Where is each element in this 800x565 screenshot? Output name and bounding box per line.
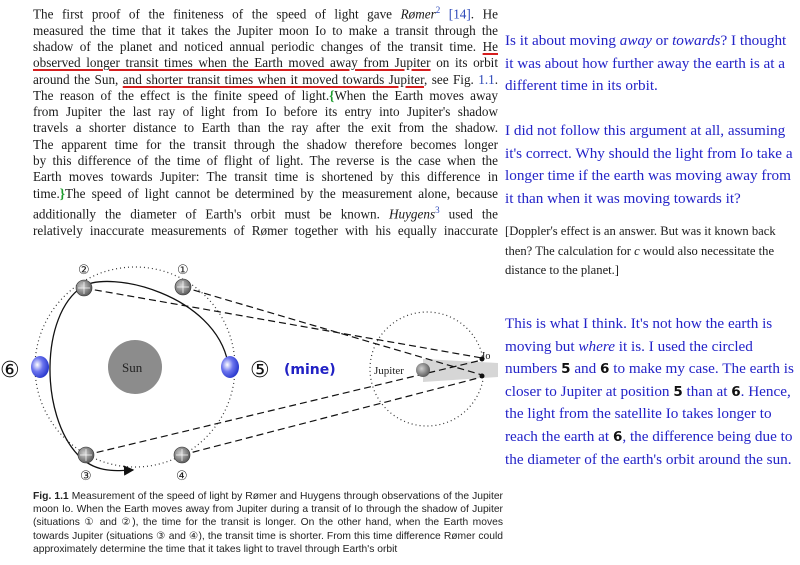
io-label: Io xyxy=(482,351,491,362)
author-huygens: Huygens xyxy=(388,206,436,222)
highlight-underline: observed longer transit times when the Earth moved away from Jupiter xyxy=(33,55,431,71)
figure-link[interactable]: 1.1 xyxy=(478,71,495,87)
green-brace-close: } xyxy=(59,185,65,201)
position-label-1: ① xyxy=(177,263,189,278)
text-line: observed longer transit times when the Earth moved away from Jupiter on its orbit xyxy=(33,55,498,71)
text-line: additionally the diameter of Earth's orbit must be known. Huygens$^3$ used the xyxy=(33,204,498,222)
jupiter-body xyxy=(416,363,430,377)
highlight-underline: and shorter transit times when it moved towards Jupiter xyxy=(122,71,425,87)
earth-position-5 xyxy=(221,356,239,378)
footnote-ref[interactable]: 2 xyxy=(435,5,441,15)
text-line: The apparent time for the transit through the shadow therefore becomes longer xyxy=(33,136,498,152)
jupiter-shadow xyxy=(423,359,498,382)
note-1: Is it about moving away or towards? I thought it was about how further away the earth is at a different time in its orbit. xyxy=(505,32,787,95)
text-line: shadow of the planet and noticed annual periodic changes of the transit time. He xyxy=(33,38,498,54)
position-label-2: ② xyxy=(78,263,90,278)
position-label-3: ③ xyxy=(80,469,92,484)
romer-diagram xyxy=(0,255,500,487)
figure-caption: Fig. 1.1 Measurement of the speed of light by Rømer and Huygens through observations of the Jupiter moon Io. When the Earth moves away from Jupiter during a transit of Io through the shadow of Jupiter (situations ① and ②), the time for the transit is longer. On the other hand, when the Earth moves towards Jupiter (situations ③ and ④), the transit time is shorter. From this time difference Rømer could approximately determine the time that it takes light to travel through Earth's orbit xyxy=(33,491,504,555)
book-text xyxy=(33,2,498,239)
text-line: The reason of the effect is the finite speed of light.{When the Earth moves away xyxy=(33,87,498,103)
text-line: Earth moves towards Jupiter: The transit time is shortened by this difference in xyxy=(33,169,498,185)
mine-label: (mine) xyxy=(284,362,336,378)
author-romer: Rømer xyxy=(400,6,436,22)
jupiter-label: Jupiter xyxy=(374,365,404,377)
text-line: by this difference of the time of flight of light. The reverse is the case when the xyxy=(33,153,498,169)
light-ray-4 xyxy=(182,377,482,455)
io-dot-exit xyxy=(480,374,485,379)
green-brace-open: { xyxy=(329,87,335,103)
position-label-4: ④ xyxy=(176,469,188,484)
earth-position-6 xyxy=(31,356,49,378)
text-line: around the Sun, and shorter transit times when it moved towards Jupiter, see Fig. 1.1. xyxy=(33,71,499,87)
note-4: This is what I think. It's not how the earth is moving but where it is. I used the circled numbers 5 and 6 to make my case. The earth is closer to Jupiter at position 5 than at 6. Hence, the light from the satellite Io takes longer to reach the earth at 6, the difference being due to the diameter of the earth's orbit around the sun. xyxy=(505,315,794,468)
position-label-5: ⑤ xyxy=(250,358,270,383)
footnote-ref[interactable]: 3 xyxy=(435,204,440,215)
citation-link[interactable]: [14] xyxy=(448,6,471,22)
text-line: measured the time that it takes the Jupiter moon Io to make a transit through the xyxy=(33,22,498,38)
position-label-6: ⑥ xyxy=(0,358,20,383)
text-line: from Jupiter the last ray of light from Io before its entry into Jupiter's shadow xyxy=(33,104,498,120)
text-line: The first proof of the finiteness of the speed of light gave Rømer$^2$ [14]. He xyxy=(33,5,498,22)
caption-fig-number: Fig. 1.1 xyxy=(33,491,69,502)
highlight-underline: He xyxy=(482,38,498,54)
text-line: time.}The speed of light cannot be determined by the measurement alone, because xyxy=(33,185,498,201)
text-line: travels a shorter distance to Earth than the ray after the exit from the shadow. xyxy=(33,120,498,136)
note-3: [Doppler's effect is an answer. But was it known back then? The calculation for c would also necessitate the distance to the planet.] xyxy=(505,224,776,278)
text-line: relatively inaccurate measurements of Rømer together with his equally inaccurate xyxy=(33,222,498,238)
sun-label: Sun xyxy=(122,360,143,375)
note-2: I did not follow this argument at all, assuming it's correct. Why should the light from Io take a longer time if the earth was moving away from it than when it was moving towards it? xyxy=(505,122,793,207)
